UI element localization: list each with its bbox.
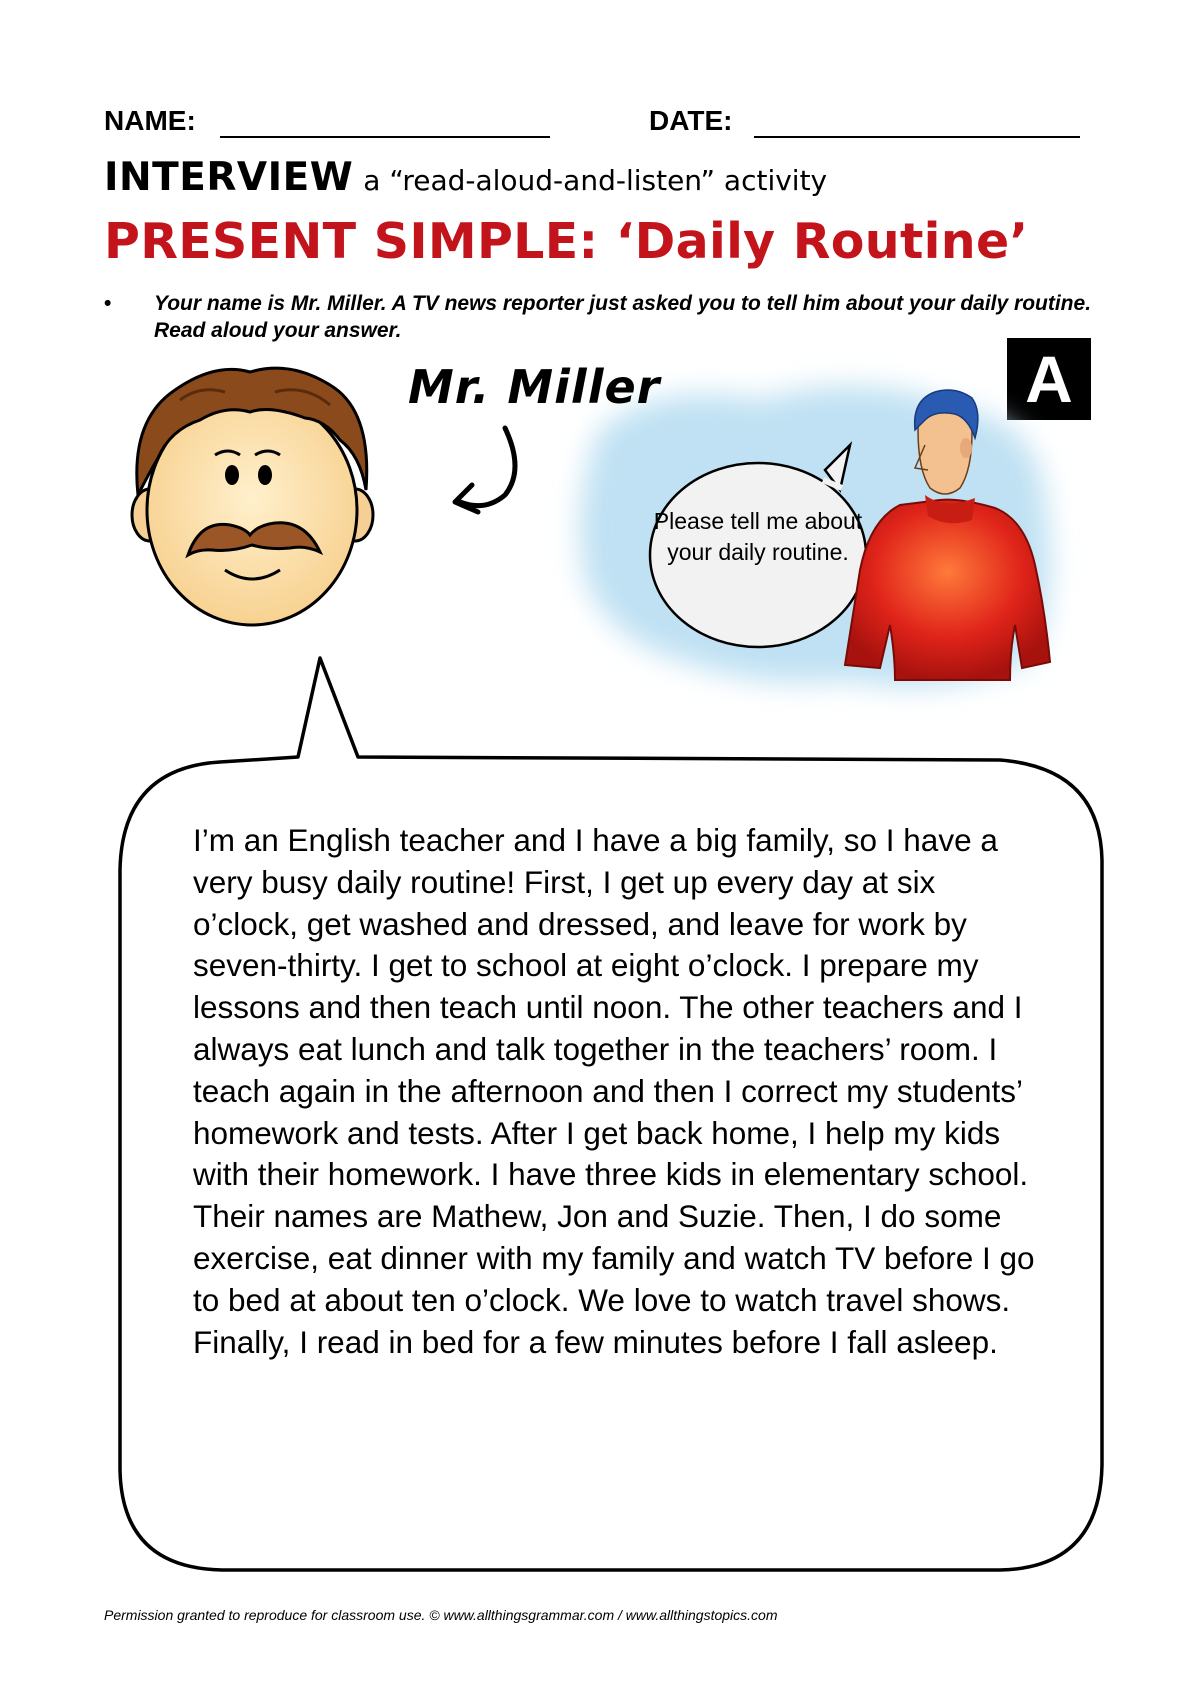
activity-subtitle: a “read-aloud-and-listen” activity <box>363 164 828 197</box>
page-title: INTERVIEW <box>104 155 354 200</box>
instruction-text: Your name is Mr. Miller. A TV news reporter just asked you to tell him about your daily routine. Read aloud your answer. <box>154 292 1092 342</box>
worksheet-topic: PRESENT SIMPLE: ‘Daily Routine’ <box>104 213 1029 270</box>
version-badge: A <box>1007 338 1091 420</box>
date-label: DATE: <box>649 105 733 136</box>
reporter-speech-text: Please tell me about your daily routine. <box>653 508 863 565</box>
copyright-footer: Permission granted to reproduce for classroom use. © www.allthingsgrammar.com / www.allthingstopics.com <box>104 1607 778 1623</box>
mr-miller-face <box>132 368 373 625</box>
arrow-icon <box>455 428 515 512</box>
bullet-icon: • <box>104 292 112 315</box>
character-label: Mr. Miller <box>408 360 661 414</box>
answer-text: I’m an English teacher and I have a big family, so I have a very busy daily routine! First, I get up every day at six o’clock, get washed and dressed, and leave for work by seven-thirty. I get to school at eight o’clock. I prepare my lessons and then teach until noon. The other teachers and I always eat lunch and talk together in the teachers’ room. I teach again in the afternoon and then I correct my students’ homework and tests. After I get back home, I help my kids with their homework. I have three kids in elementary school. Their names are Mathew, Jon and Suzie. Then, I do some exercise, eat dinner with my family and watch TV before I go to bed at about ten o’clock. We love to watch travel shows. Finally, I read in bed for a few minutes before I fall asleep. <box>193 822 1035 1360</box>
name-label: NAME: <box>104 105 196 136</box>
